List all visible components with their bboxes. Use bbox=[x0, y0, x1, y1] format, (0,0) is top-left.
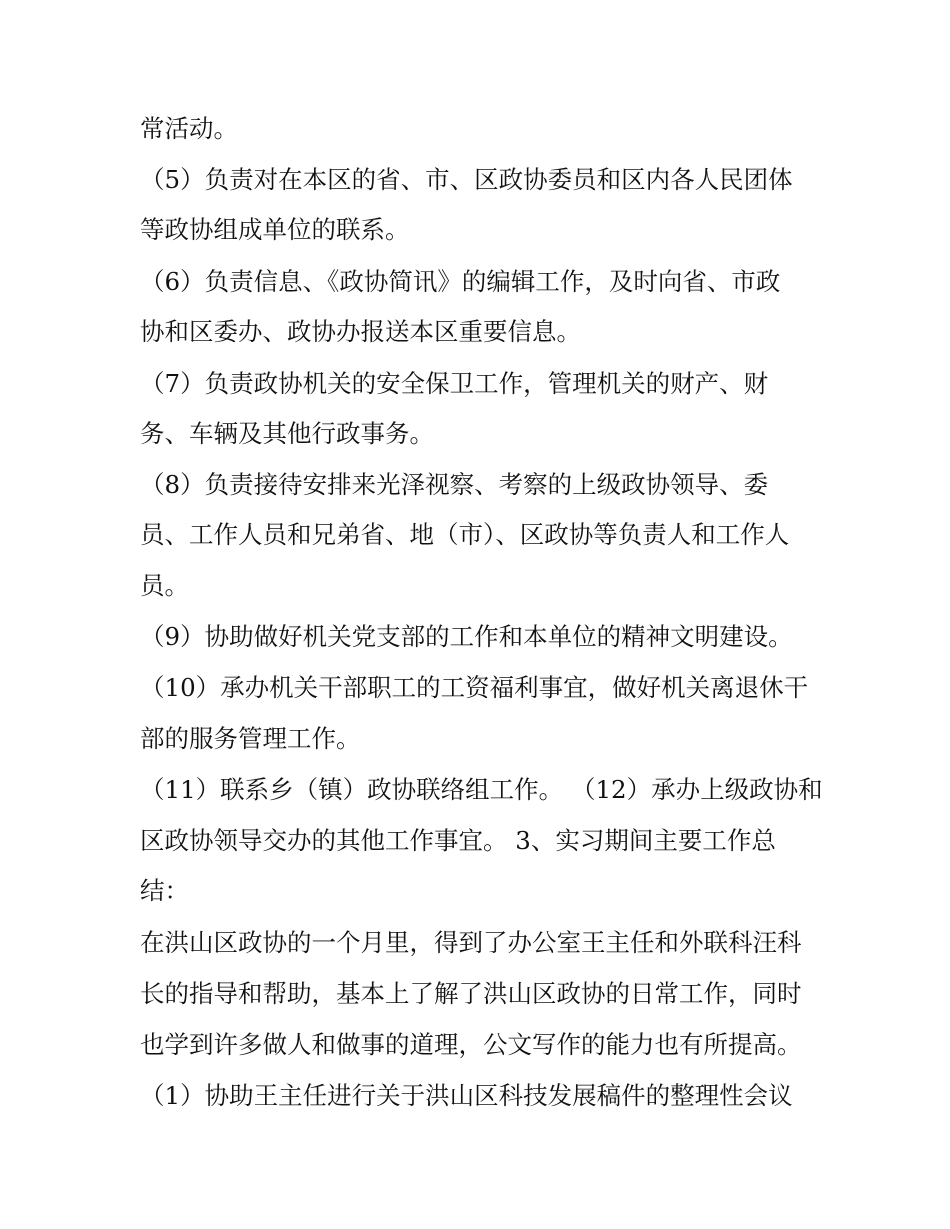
text-line: 也学到许多做人和做事的道理，公文写作的能力也有所提高。 bbox=[140, 1030, 802, 1059]
text-line: （11）联系乡（镇）政协联络组工作。 （12）承办上级政协和 bbox=[140, 775, 823, 804]
text-line: （5）负责对在本区的省、市、区政协委员和区内各人民团体 bbox=[140, 165, 793, 194]
text-line: （6）负责信息、《政协简讯》的编辑工作，及时向省、市政 bbox=[140, 267, 781, 296]
text-line: 结： bbox=[140, 876, 189, 905]
text-line: 在洪山区政协的一个月里，得到了办公室王主任和外联科汪科 bbox=[140, 928, 802, 957]
text-line: （1）协助王主任进行关于洪山区科技发展稿件的整理性会议 bbox=[140, 1081, 793, 1110]
text-line: 协和区委办、政协办报送本区重要信息。 bbox=[140, 317, 581, 346]
text-line: （8）负责接待安排来光泽视察、考察的上级政协领导、委 bbox=[140, 470, 769, 499]
text-line: 务、车辆及其他行政事务。 bbox=[140, 419, 434, 448]
text-line: 部的服务管理工作。 bbox=[140, 724, 361, 753]
text-line: 等政协组成单位的联系。 bbox=[140, 215, 410, 244]
text-line: 区政协领导交办的其他工作事宜。 3、实习期间主要工作总 bbox=[140, 826, 776, 855]
text-line: 员、工作人员和兄弟省、地（市）、区政协等负责人和工作人 bbox=[140, 520, 790, 549]
text-line: （9）协助做好机关党支部的工作和本单位的精神文明建设。 bbox=[140, 622, 793, 651]
text-line: 员。 bbox=[140, 571, 189, 600]
text-line: 常活动。 bbox=[140, 114, 238, 143]
text-line: 长的指导和帮助，基本上了解了洪山区政协的日常工作，同时 bbox=[140, 979, 802, 1008]
text-line: （10）承办机关干部职工的工资福利事宜，做好机关离退休干 bbox=[140, 673, 809, 702]
text-line: （7）负责政协机关的安全保卫工作，管理机关的财产、财 bbox=[140, 369, 769, 398]
